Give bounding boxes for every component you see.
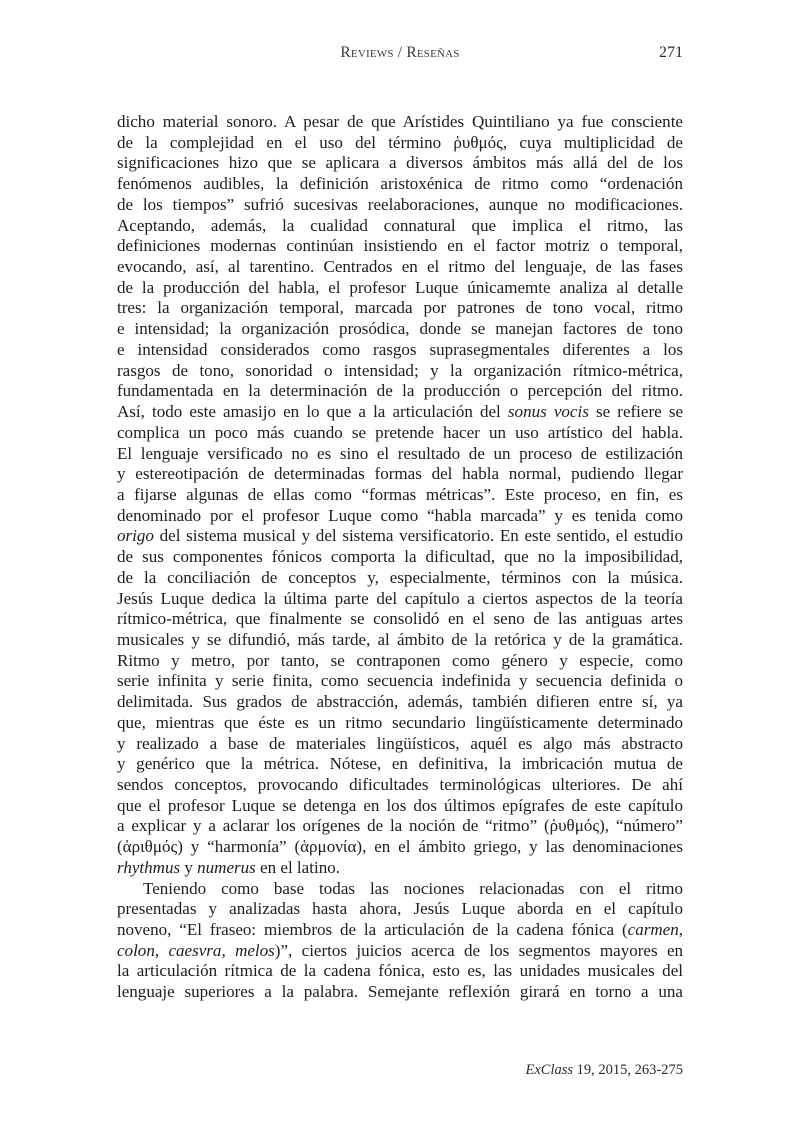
text-run: Así, todo este amasijo en lo que a la articulación del	[117, 402, 508, 422]
text-line: definiciones modernas continúan insistiendo en el factor motriz o temporal,	[117, 236, 683, 256]
text-line: Aceptando, además, la cualidad connatural que implica el ritmo, las	[117, 215, 683, 235]
text-line: Ritmo y metro, por tanto, se contraponen como género y especie, como	[117, 650, 683, 670]
text-line	[117, 402, 683, 423]
text-line	[117, 920, 683, 941]
text-line: rítmico-métrica, que finalmente se consolidó en el seno de las antiguas artes	[117, 609, 683, 629]
paragraph-1	[117, 112, 683, 879]
text-run: en el latino.	[255, 857, 340, 877]
text-line: de la conciliación de conceptos y, especialmente, términos con la música.	[117, 567, 683, 587]
text-line: fundamentada en la determinación de la producción o percepción del ritmo.	[117, 381, 683, 401]
text-run: del sistema musical y del sistema versificatorio. En este sentido, el estudio	[153, 526, 683, 546]
footer-citation	[526, 1062, 684, 1079]
text-line: Jesús Luque dedica la última parte del capítulo a ciertos aspectos de la teoría	[117, 588, 683, 608]
text-line: significaciones hizo que se aplicara a diversos ámbitos más allá del de los	[117, 153, 683, 173]
text-line: y realizado a base de materiales lingüísticos, aquél es algo más abstracto	[117, 733, 683, 753]
text-line: a explicar y a aclarar los orígenes de la noción de “ritmo” (ῥυθμός), “número”	[117, 816, 683, 836]
text-line: e intensidad; la organización prosódica, donde se manejan factores de tono	[117, 319, 683, 339]
text-run: ,	[678, 920, 683, 940]
text-run: ,	[154, 940, 169, 960]
page-number: 271	[659, 44, 683, 61]
text-line: presentadas y analizadas hasta ahora, Jesús Luque aborda en el capítulo	[117, 899, 683, 919]
citation-details: 19, 2015, 263-275	[573, 1062, 683, 1078]
text-line: serie infinita y serie finita, como secuencia indefinida y secuencia definida o	[117, 671, 683, 691]
text-line: lenguaje superiores a la palabra. Semejante reflexión girará en torno a una	[117, 982, 683, 1002]
text-line: (ἀριθμός) y “harmonía” (ἁρμονία), en el ámbito griego, y las denominaciones	[117, 837, 683, 857]
text-line: e intensidad considerados como rasgos suprasegmentales diferentes a los	[117, 339, 683, 359]
italic-term: caesvra	[168, 940, 222, 960]
italic-term: sonus vocis	[507, 402, 589, 422]
italic-term: colon	[117, 940, 155, 960]
text-line: a fijarse algunas de ellas como “formas métricas”. Este proceso, en fin, es	[117, 484, 683, 504]
italic-term: origo	[117, 526, 154, 546]
text-line: denominado por el profesor Luque como “habla marcada” y es tenida como	[117, 505, 683, 525]
text-line: Teniendo como base todas las nociones relacionadas con el ritmo	[143, 878, 683, 898]
text-run: y	[180, 857, 198, 877]
text-line	[117, 941, 683, 962]
text-line: El lenguaje versificado no es sino el resultado de un proceso de estilización	[117, 443, 683, 463]
text-line: sendos conceptos, provocando dificultades terminológicas ulteriores. De ahí	[117, 775, 683, 794]
text-line: evocando, así, al tarentino. Centrados en el ritmo del lenguaje, de las fases	[117, 257, 683, 277]
text-line: fenómenos audibles, la definición aristoxénica de ritmo como “ordenación	[117, 174, 683, 194]
text-line: musicales y se difundió, más tarde, al ámbito de la retórica y de la gramática.	[117, 629, 683, 649]
italic-term: rhythmus	[117, 857, 181, 877]
text-line: de sus componentes fónicos comporta la dificultad, que no la imposibilidad,	[117, 547, 683, 567]
journal-name: ExClass	[525, 1062, 574, 1078]
text-line: que, mientras que éste es un ritmo secundario lingüísticamente determinado	[117, 712, 683, 732]
text-line: que el profesor Luque se detenga en los dos últimos epígrafes de este capítulo	[117, 795, 683, 815]
text-line: delimitada. Sus grados de abstracción, además, también difieren entre sí, ya	[117, 692, 683, 712]
body-text	[117, 112, 683, 1003]
running-head	[117, 44, 683, 68]
text-line: de la complejidad en el uso del término ῥυθμός, cuya multiplicidad de	[117, 132, 683, 152]
text-run: se refiere se	[588, 402, 684, 422]
paragraph-2	[117, 879, 683, 1003]
text-line: rasgos de tono, sonoridad o intensidad; y la organización rítmico-métrica,	[117, 360, 683, 380]
text-line	[117, 526, 683, 547]
text-line: de los tiempos” sufrió sucesivas reelaboraciones, aunque no modificaciones.	[117, 194, 683, 214]
text-run: noveno, “El fraseo: miembros de la articulación de la cadena fónica (	[117, 920, 628, 940]
italic-term: carmen	[627, 920, 679, 940]
text-line: complica un poco más cuando se pretende hacer un uso artístico del habla.	[117, 422, 683, 442]
text-line: tres: la organización temporal, marcada por patrones de tono vocal, ritmo	[117, 298, 683, 318]
text-run: ,	[221, 940, 236, 960]
running-title: Reviews / Reseñas	[340, 44, 460, 61]
text-line: dicho material sonoro. A pesar de que Arístides Quintiliano ya fue consciente	[117, 112, 683, 131]
text-run: )”, ciertos juicios acerca de los segmentos mayores en	[274, 940, 684, 960]
italic-term: numerus	[197, 857, 256, 877]
text-line: de la producción del habla, el profesor Luque únicamemte analiza al detalle	[117, 277, 683, 297]
italic-term: melos	[235, 940, 275, 960]
text-line: y estereotipación de determinadas formas del habla normal, pudiendo llegar	[117, 464, 683, 484]
text-line: y genérico que la métrica. Nótese, en definitiva, la imbricación mutua de	[117, 754, 683, 774]
text-line	[117, 858, 683, 879]
text-line: la articulación rítmica de la cadena fónica, esto es, las unidades musicales del	[117, 961, 683, 981]
